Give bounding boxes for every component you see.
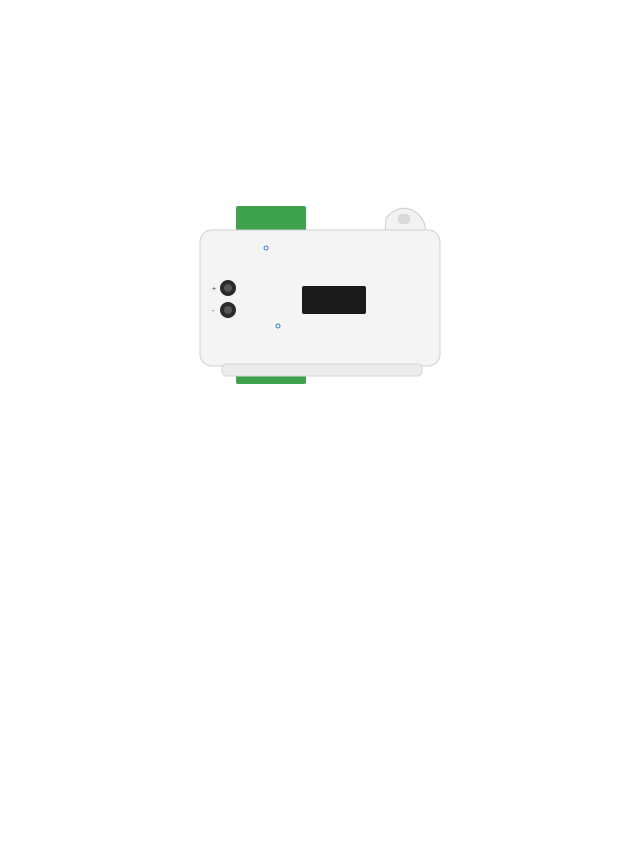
controller-device-image <box>198 204 444 386</box>
svg-text:+: + <box>212 286 217 293</box>
svg-text:-: - <box>212 308 215 315</box>
led-display <box>302 286 366 314</box>
